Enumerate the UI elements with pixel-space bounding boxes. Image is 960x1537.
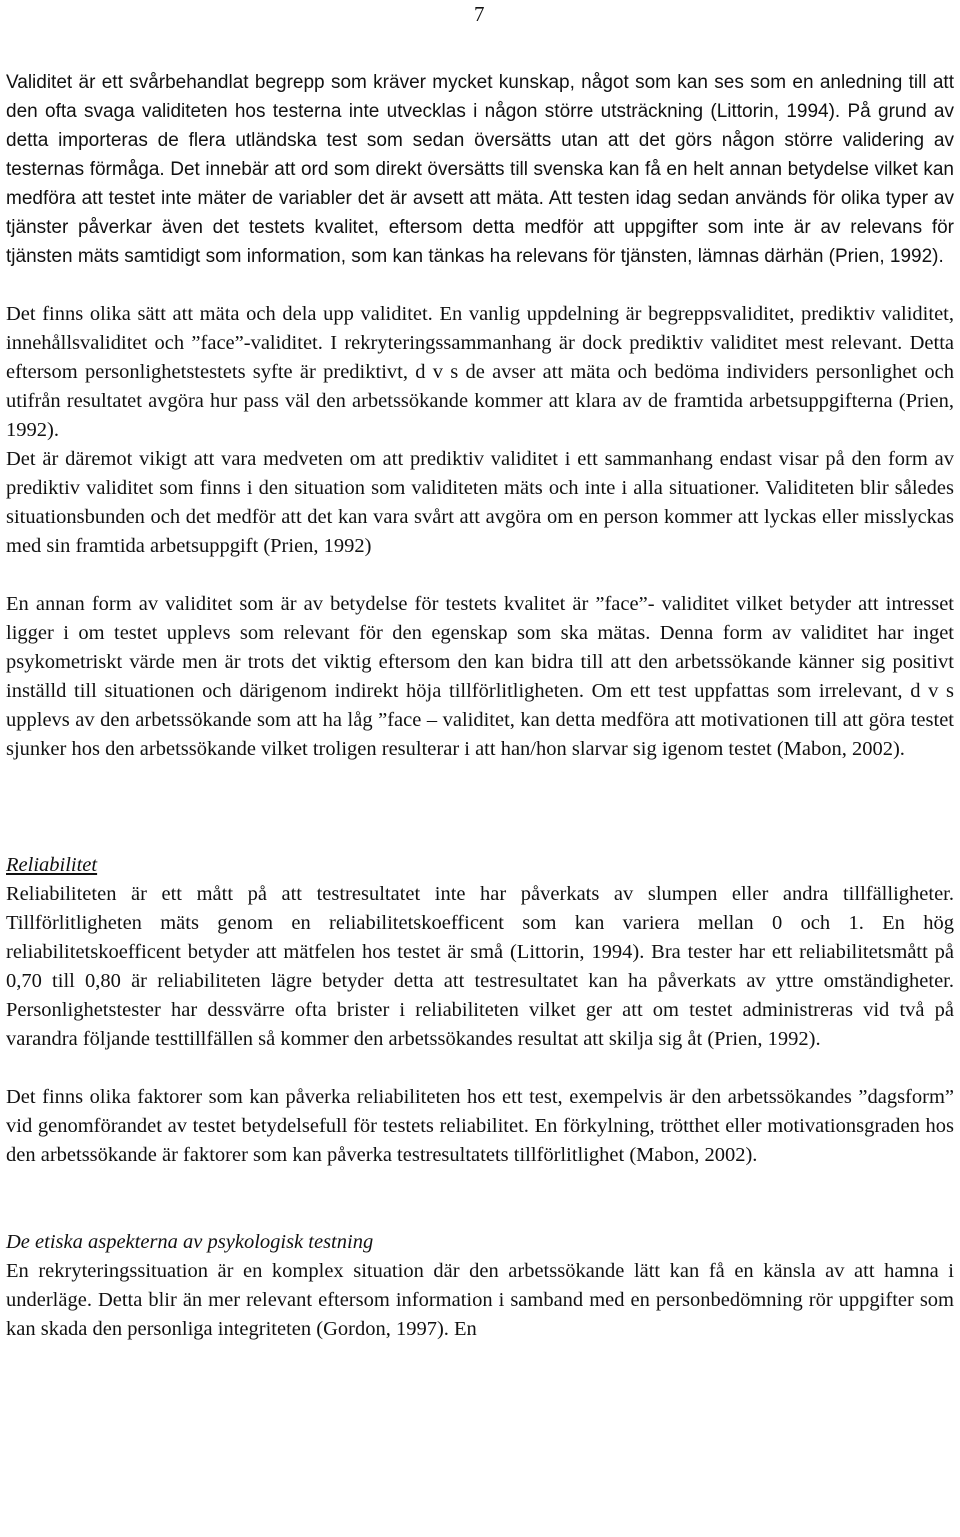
paragraph-face-validity: En annan form av validitet som är av betydelse för testets kvalitet är ”face”- validitet vilket betyder att intresset ligger i om testet upplevs som relevant för den egenskap som ska mätas. Denna form av validitet har inget psykometriskt värde men är trots det viktig eftersom den kan bidra till att den arbetssökande känner sig positivt inställd till situationen och därigenom indirekt höja tillförlitligheten. Om ett test uppfattas som irrelevant, d v s upplevs av den arbetssökande som att ha låg ”face – validitet, kan detta medföra att motivationen till att göra testet sjunker hos den arbetssökande vilket troligen resulterar i att han/hon slarvar sig igenom testet (Mabon, 2002). <box>6 593 954 760</box>
page-number: 7 <box>474 2 485 26</box>
paragraph-validity-intro-part2: På grund av detta importeras de flera utländska test som sedan översätts utan att det görs någon större validering av testernas förmåga. Det innebär att ord som direkt översätts till svenska kan få en helt annan betydelse vilket kan medföra att testet inte mäter de variabler det är avsett att mäta. Att testen idag sedan används för olika typer av tjänster påverkar även det testets kvalitet, eftersom detta medför att uppgifter som inte är av relevans för tjänsten mäts samtidigt som information, som kan tänkas ha relevans för tjänsten, lämnas därhän (Prien, 1992). <box>6 101 954 267</box>
heading-ethics: De etiska aspekterna av psykologisk testning <box>6 1231 374 1253</box>
section-spacer <box>6 1170 954 1199</box>
paragraph-validity-intro-part1: Validitet är ett svårbehandlat begrepp som kräver mycket kunskap, något som kan ses som en anledning till att den ofta svaga validiteten hos testerna inte utvecklas i någon större utsträckning (Littorin, 1994). <box>6 72 954 122</box>
paragraph-validity-intro <box>6 68 954 271</box>
paragraph-spacer <box>6 561 954 590</box>
heading-reliability: Reliabilitet <box>6 854 98 876</box>
paragraph-spacer <box>6 271 954 300</box>
paragraph-ethics-intro: En rekryteringssituation är en komplex situation där den arbetssökande lätt kan få en känsla av att hamna i underläge. Detta blir än mer relevant eftersom information i samband med en personbedömning rör uppgifter som kan skada den personliga integriteten (Gordon, 1997). En <box>6 1260 954 1340</box>
paragraph-reliability-factors: Det finns olika faktorer som kan påverka reliabiliteten hos ett test, exempelvis är den arbetssökandes ”dagsform” vid genomförandet av testet betydelsefull för testets reliabilitet. En förkylning, trötthet eller motivationsgraden hos den arbetssökande är faktorer som kan påverka testresultatets tillförlitlighet (Mabon, 2002). <box>6 1086 954 1166</box>
paragraph-reliability-definition: Reliabiliteten är ett mått på att testresultatet inte har påverkats av slumpen eller andra tillfälligheter. Tillförlitligheten mäts genom en reliabilitetskoefficent som kan variera mellan 0 och 1. En hög reliabilitetskoefficent betyder att mätfelen hos testet är små (Littorin, 1994). Bra tester har ett reliabilitetsmått på 0,70 till 0,80 är reliabiliteten lägre betyder detta att testresultatet kan ha påverkats av yttre omständigheter. Personlighetstester har dessvärre ofta brister i reliabiliteten vilket ger att om testet administreras vid två på varandra följande testtillfällen så kommer den arbetssökandes resultat att skilja sig åt (Prien, 1992). <box>6 883 954 1050</box>
section-spacer <box>6 1199 954 1228</box>
paragraph-validity-types: Det finns olika sätt att mäta och dela upp validitet. En vanlig uppdelning är begreppsvaliditet, prediktiv validitet, innehållsvaliditet och ”face”-validitet. I rekryteringssammanhang är dock prediktiv validitet mest relevant. Detta eftersom personlighetstestets syfte är prediktivt, d v s de avser att mäta och bedöma individers personlighet och utifrån resultatet avgöra hur pass väl den arbetssökande kommer att klara av de framtida arbetsuppgifterna (Prien, 1992). <box>6 303 954 441</box>
section-spacer <box>6 764 954 851</box>
paragraph-predictive-validity: Det är däremot vikigt att vara medveten om att prediktiv validitet i ett sammanhang endast visar på den form av prediktiv validitet som finns i den situation som validiteten mäts och inte i alla situationer. Validiteten blir således situationsbunden och det medför att det kan vara svårt att avgöra om en person kommer att lyckas eller misslyckas med sin framtida arbetsuppgift (Prien, 1992) <box>6 448 954 557</box>
paragraph-spacer <box>6 1054 954 1083</box>
document-body <box>6 68 954 1344</box>
